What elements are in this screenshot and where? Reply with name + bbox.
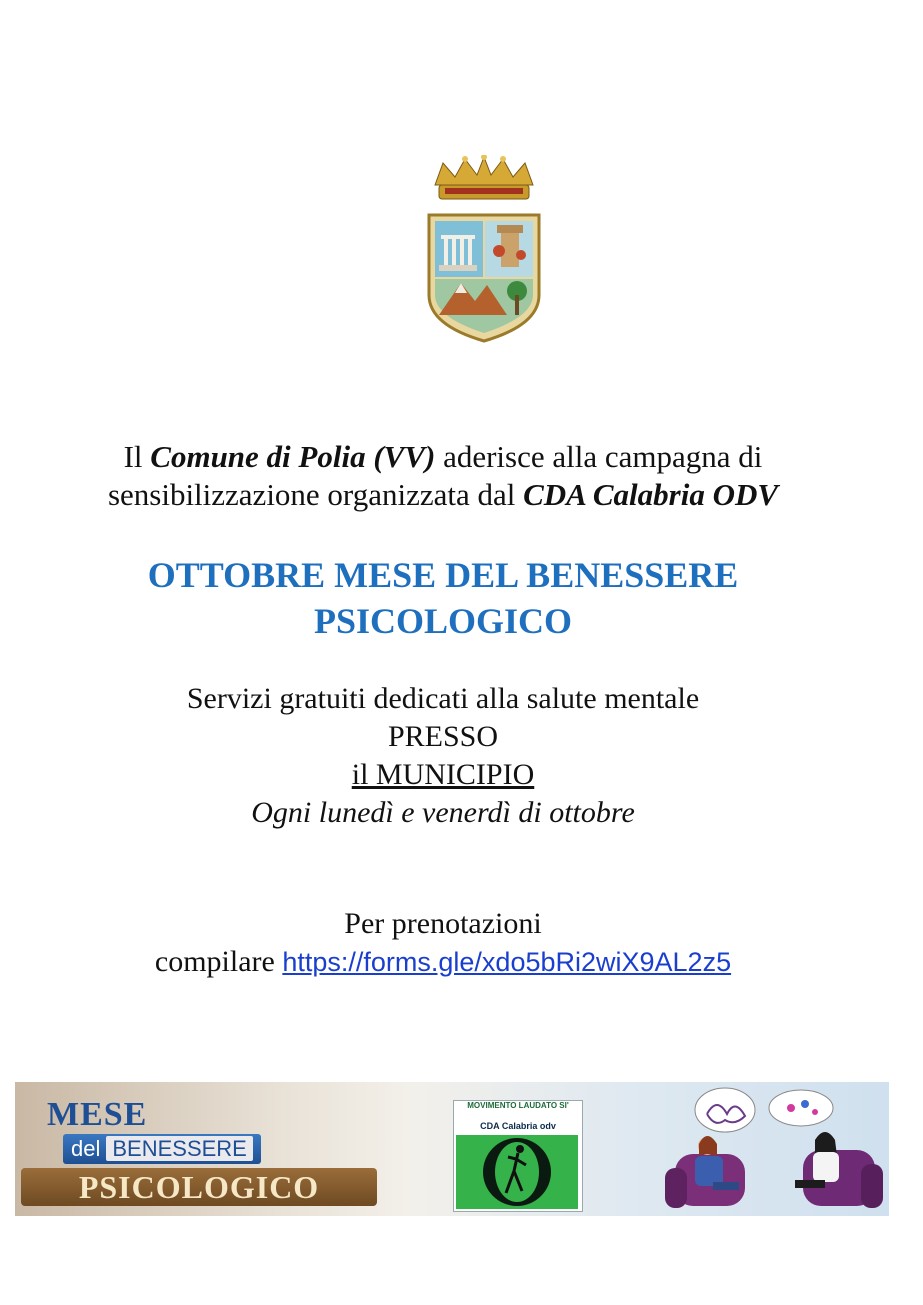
services-line2: PRESSO xyxy=(387,720,499,753)
coat-of-arms-logo xyxy=(425,155,543,343)
therapy-session-illustration xyxy=(655,1084,887,1214)
campaign-banner xyxy=(15,1082,889,1216)
headline-line1: OTTOBRE MESE DEL BENESSERE xyxy=(147,555,739,595)
logo-org-name: CDA Calabria odv xyxy=(480,1121,556,1131)
comune-name: Comune di Polia (VV) xyxy=(150,439,436,474)
logo-figure-icon xyxy=(456,1135,578,1209)
campaign-headline xyxy=(0,552,886,644)
logo-movement-text: MOVIMENTO LAUDATO SI' xyxy=(467,1101,569,1110)
booking-line2-prefix: compilare xyxy=(154,945,283,978)
schedule-text: Ogni lunedì e venerdì di ottobre xyxy=(251,796,635,829)
cda-calabria-logo xyxy=(453,1100,583,1212)
intro-line1-prefix: Il xyxy=(123,439,151,474)
headline-line2: PSICOLOGICO xyxy=(313,601,573,641)
organizer-name: CDA Calabria ODV xyxy=(523,477,779,512)
booking-form-link[interactable]: https://forms.gle/xdo5bRi2wiX9AL2z5 xyxy=(282,947,732,977)
banner-psicologico-text: PSICOLOGICO xyxy=(21,1168,377,1206)
banner-del-benessere xyxy=(63,1134,261,1164)
services-line1: Servizi gratuiti dedicati alla salute mentale xyxy=(186,682,700,715)
intro-line1-suffix: aderisce alla campagna di xyxy=(435,439,763,474)
booking-line1: Per prenotazioni xyxy=(344,907,542,940)
intro-text xyxy=(0,438,886,514)
booking-text xyxy=(0,905,886,981)
services-text xyxy=(0,680,886,832)
intro-line2-prefix: sensibilizzazione organizzata dal xyxy=(107,477,524,512)
banner-benessere-text: BENESSERE xyxy=(106,1136,253,1161)
banner-del-text: del xyxy=(71,1136,101,1161)
location-text: il MUNICIPIO xyxy=(351,758,535,791)
banner-mese-text: MESE xyxy=(47,1096,148,1133)
